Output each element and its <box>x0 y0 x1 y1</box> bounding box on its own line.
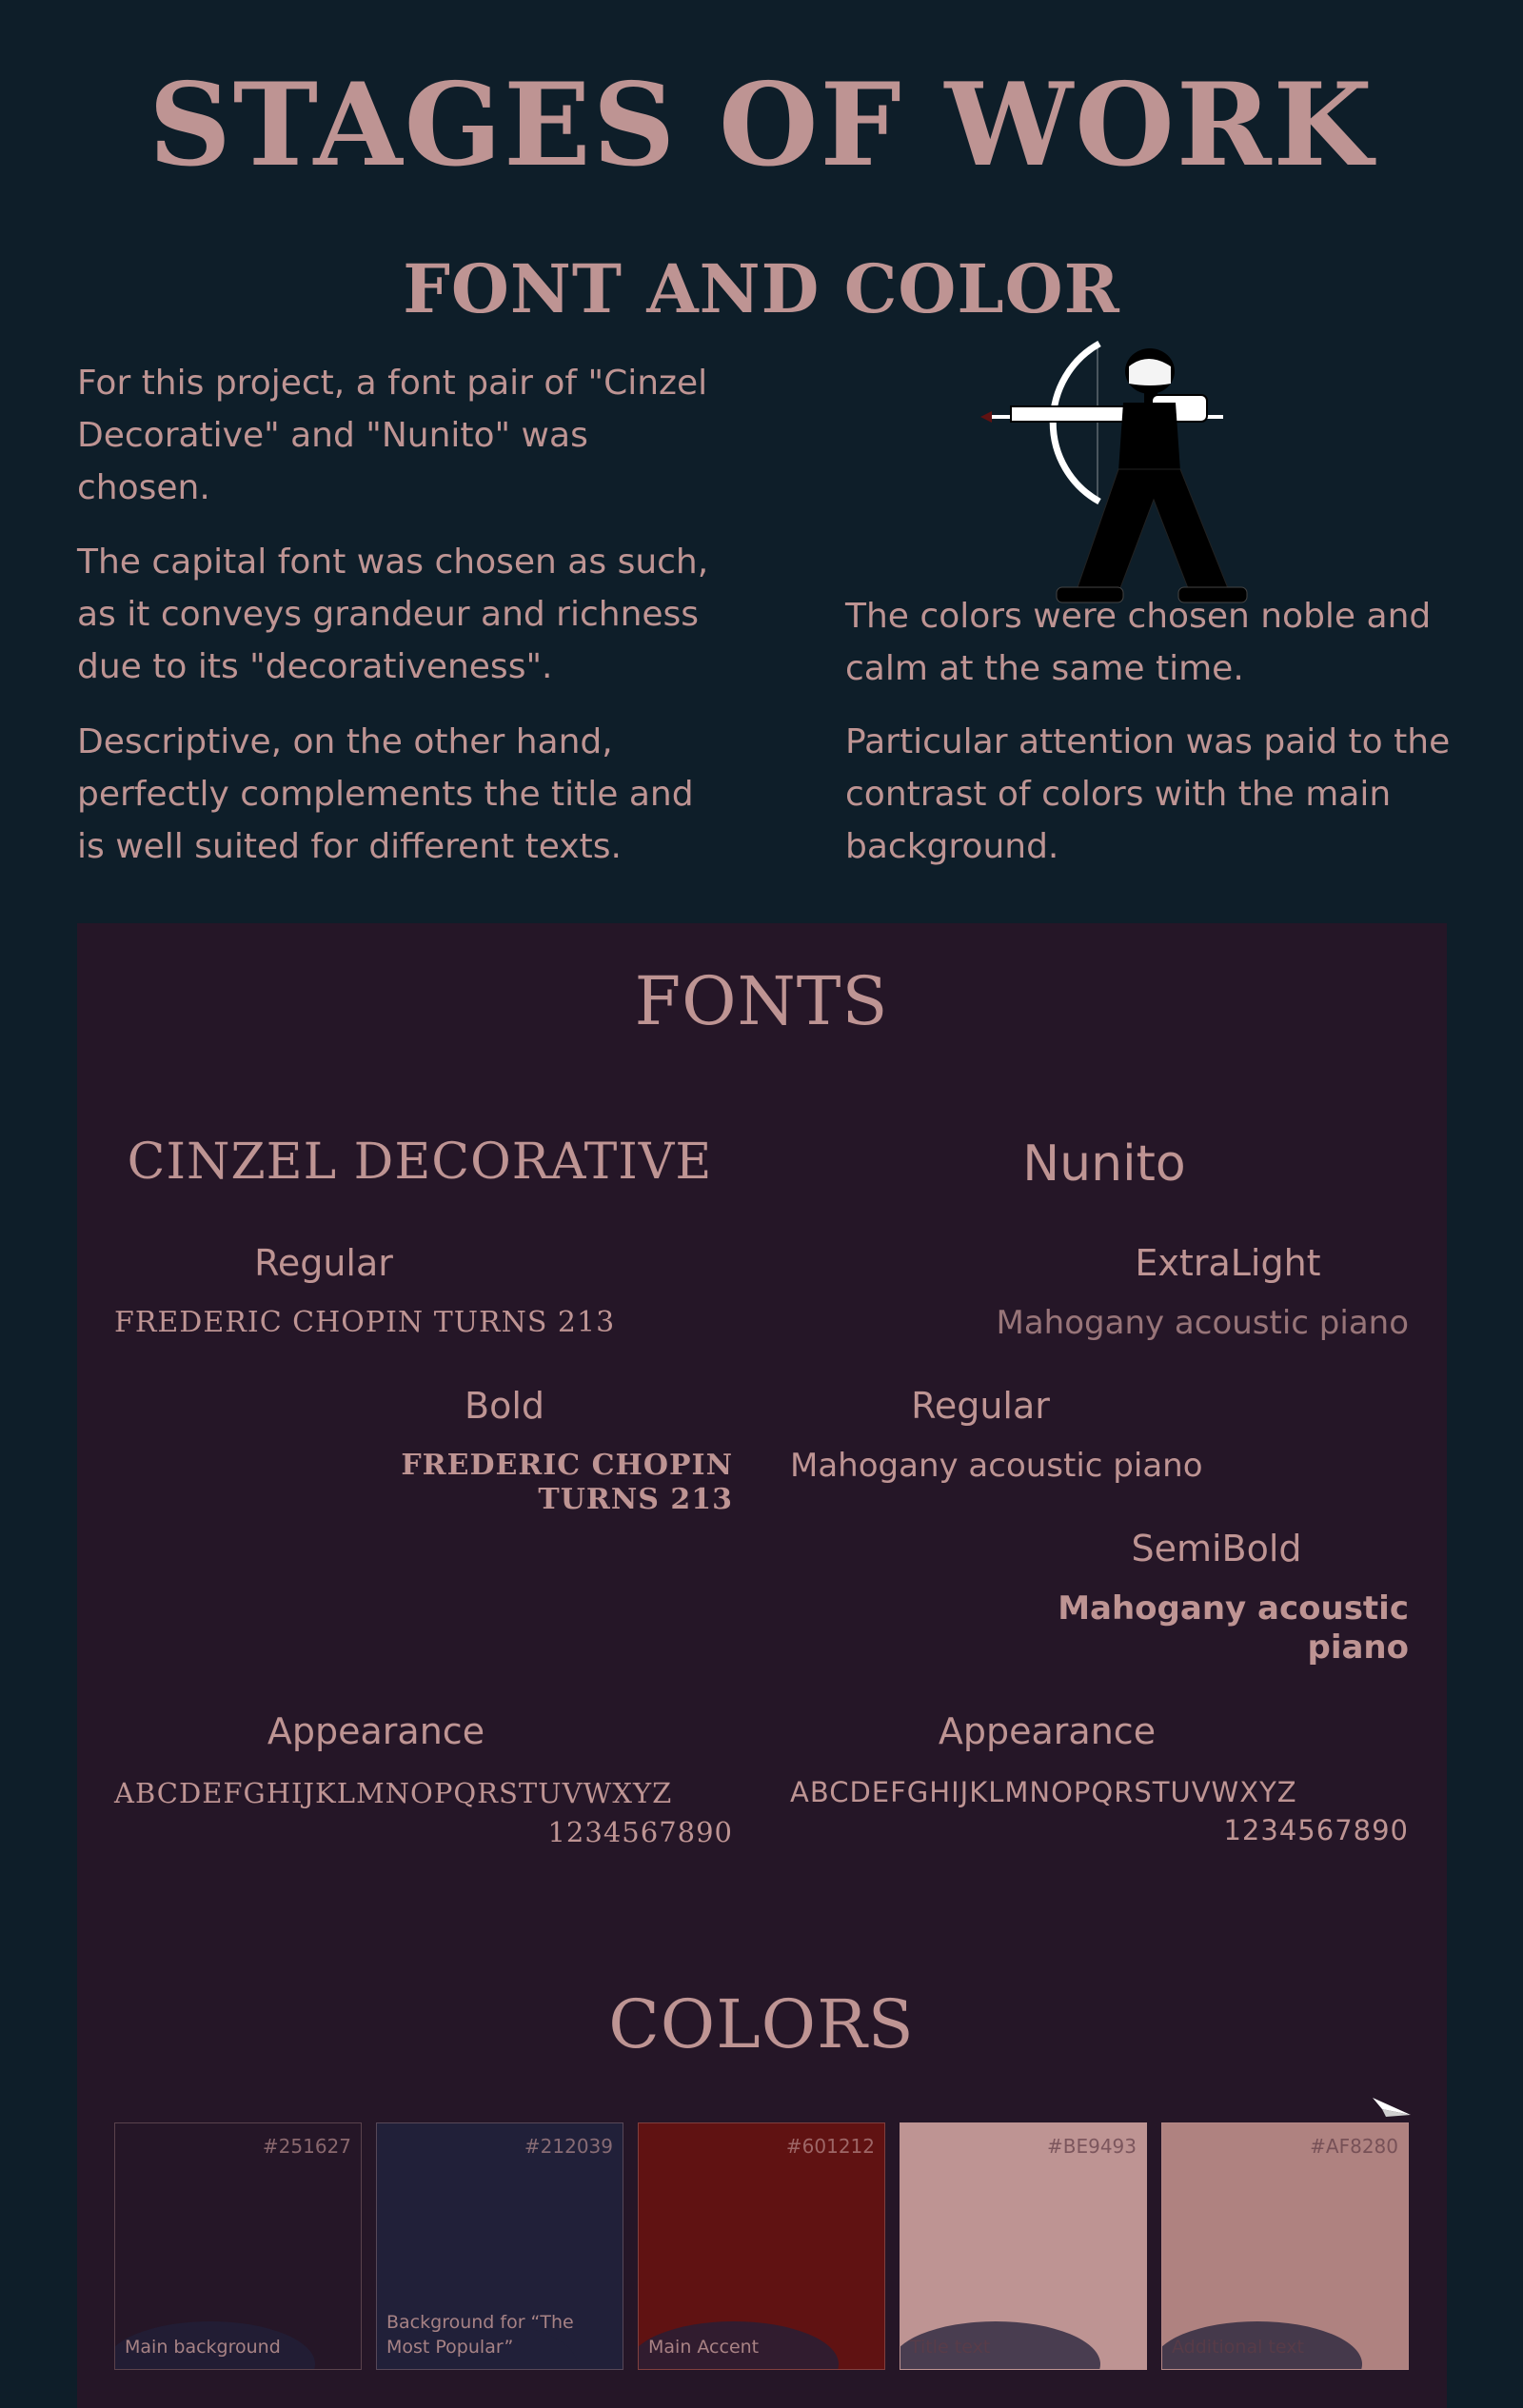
swatch-hex: #212039 <box>524 2135 613 2158</box>
intro-paragraph-4: The colors were chosen noble and calm at the same time. <box>845 597 1432 688</box>
nunito-regular-label: Regular <box>911 1385 1050 1427</box>
swatch-label: Main Accent <box>648 2337 760 2358</box>
cinzel-digits: 1234567890 <box>547 1816 733 1848</box>
cinzel-font-name: CINZEL DECORATIVE <box>127 1134 713 1191</box>
nunito-alphabet: ABCDEFGHIJKLMNOPQRSTUVWXYZ <box>790 1776 1297 1808</box>
nunito-digits: 1234567890 <box>1223 1814 1409 1846</box>
nunito-font-name: Nunito <box>1022 1135 1186 1193</box>
intro-paragraph-5: Particular attention was paid to the contrast of colors with the main background. <box>845 722 1451 866</box>
swatch-label: Main background <box>125 2337 281 2358</box>
color-swatch <box>114 2122 362 2370</box>
fonts-title: FONTS <box>634 962 889 1040</box>
intro-paragraph-3: Descriptive, on the other hand, perfectly complements the title and is well suited for different texts. <box>77 722 694 866</box>
color-swatch <box>900 2122 1147 2370</box>
colors-title: COLORS <box>608 1985 915 2063</box>
cinzel-appearance-label: Appearance <box>267 1710 485 1752</box>
nunito-extralight-label: ExtraLight <box>1135 1242 1321 1284</box>
swatch-hex: #251627 <box>262 2135 351 2158</box>
nunito-regular-sample: Mahogany acoustic piano <box>790 1447 1203 1485</box>
cinzel-bold-label: Bold <box>465 1385 544 1427</box>
section-title: FONT AND COLOR <box>403 249 1120 328</box>
nunito-extralight-sample: Mahogany acoustic piano <box>996 1304 1409 1342</box>
swatch-label: Additional text <box>1172 2337 1304 2358</box>
swatch-hex: #BE9493 <box>1046 2135 1137 2158</box>
color-swatch <box>638 2122 885 2370</box>
page-title: STAGES OF WORK <box>148 58 1375 192</box>
swatch-label: Background for “The Most Popular” <box>386 2312 574 2358</box>
nunito-semibold-label: SemiBold <box>1131 1528 1302 1569</box>
intro-paragraph-2: The capital font was chosen as such, as it conveys grandeur and richness due to its "decorativeness". <box>77 543 709 686</box>
nunito-semibold-sample: Mahogany acoustic piano <box>1058 1589 1409 1667</box>
color-swatch <box>376 2122 623 2370</box>
nunito-appearance-label: Appearance <box>938 1710 1157 1752</box>
color-swatch <box>1161 2122 1409 2370</box>
intro-paragraph-1: For this project, a font pair of "Cinzel Decorative" and "Nunito" was chosen. <box>77 364 708 507</box>
swatch-hex: #601212 <box>785 2135 875 2158</box>
cinzel-bold-sample: FREDERIC CHOPIN TURNS 213 <box>401 1449 733 1516</box>
paper-plane-icon <box>1371 2094 1413 2122</box>
cinzel-alphabet: ABCDEFGHIJKLMNOPQRSTUVWXYZ <box>114 1777 673 1809</box>
swatch-label: Title text <box>910 2337 991 2358</box>
swatch-hex: #AF8280 <box>1310 2135 1398 2158</box>
archer-illustration <box>980 338 1256 614</box>
cinzel-regular-label: Regular <box>254 1242 393 1284</box>
cinzel-regular-sample: FREDERIC CHOPIN TURNS 213 <box>114 1306 616 1339</box>
